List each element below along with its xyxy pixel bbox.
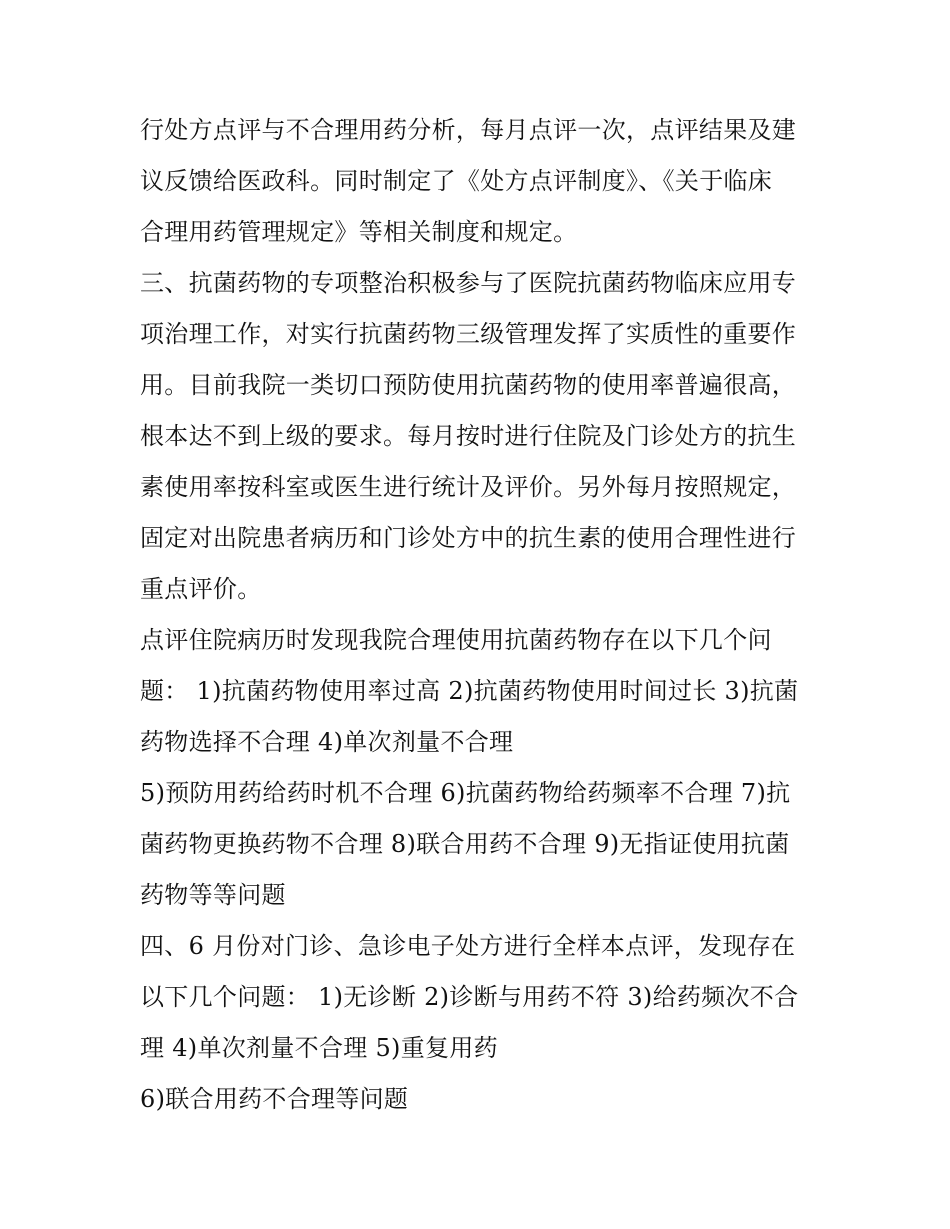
text-line: 固定对出院患者病历和门诊处方中的抗生素的使用合理性进行 xyxy=(140,524,797,552)
text-line: 点评住院病历时发现我院合理使用抗菌药物存在以下几个问 xyxy=(140,626,772,654)
text-line: 项治理工作，对实行抗菌药物三级管理发挥了实质性的重要作 xyxy=(140,320,797,348)
text-line: 行处方点评与不合理用药分析，每月点评一次，点评结果及建 xyxy=(140,116,797,144)
text-line: 议反馈给医政科。同时制定了《处方点评制度》、《关于临床 xyxy=(140,167,773,195)
text-line: 药物选择不合理 4)单次剂量不合理 xyxy=(140,728,514,756)
document-body xyxy=(140,105,812,1125)
text-line: 理 4)单次剂量不合理 5)重复用药 xyxy=(140,1034,498,1062)
text-line: 重点评价。 xyxy=(140,575,262,603)
text-line: 素使用率按科室或医生进行统计及评价。另外每月按照规定， xyxy=(140,473,797,501)
text-line: 5)预防用药给药时机不合理 6)抗菌药物给药频率不合理 7)抗 xyxy=(140,779,791,807)
text-line: 合理用药管理规定》等相关制度和规定。 xyxy=(140,218,578,246)
text-line: 题： 1)抗菌药物使用率过高 2)抗菌药物使用时间过长 3)抗菌 xyxy=(140,677,799,705)
text-line: 用。目前我院一类切口预防使用抗菌药物的使用率普遍很高， xyxy=(140,371,797,399)
section-four-heading-line: 四、6 月份对门诊、急诊电子处方进行全样本点评，发现存在 xyxy=(140,932,796,960)
text-line: 6)联合用药不合理等问题 xyxy=(140,1085,409,1113)
text-line: 以下几个问题： 1)无诊断 2)诊断与用药不符 3)给药频次不合 xyxy=(140,983,799,1011)
text-line: 菌药物更换药物不合理 8)联合用药不合理 9)无指证使用抗菌 xyxy=(140,830,790,858)
section-three-heading-line: 三、抗菌药物的专项整治积极参与了医院抗菌药物临床应用专 xyxy=(140,269,797,297)
text-line: 药物等等问题 xyxy=(140,881,286,909)
text-line: 根本达不到上级的要求。每月按时进行住院及门诊处方的抗生 xyxy=(140,422,797,450)
